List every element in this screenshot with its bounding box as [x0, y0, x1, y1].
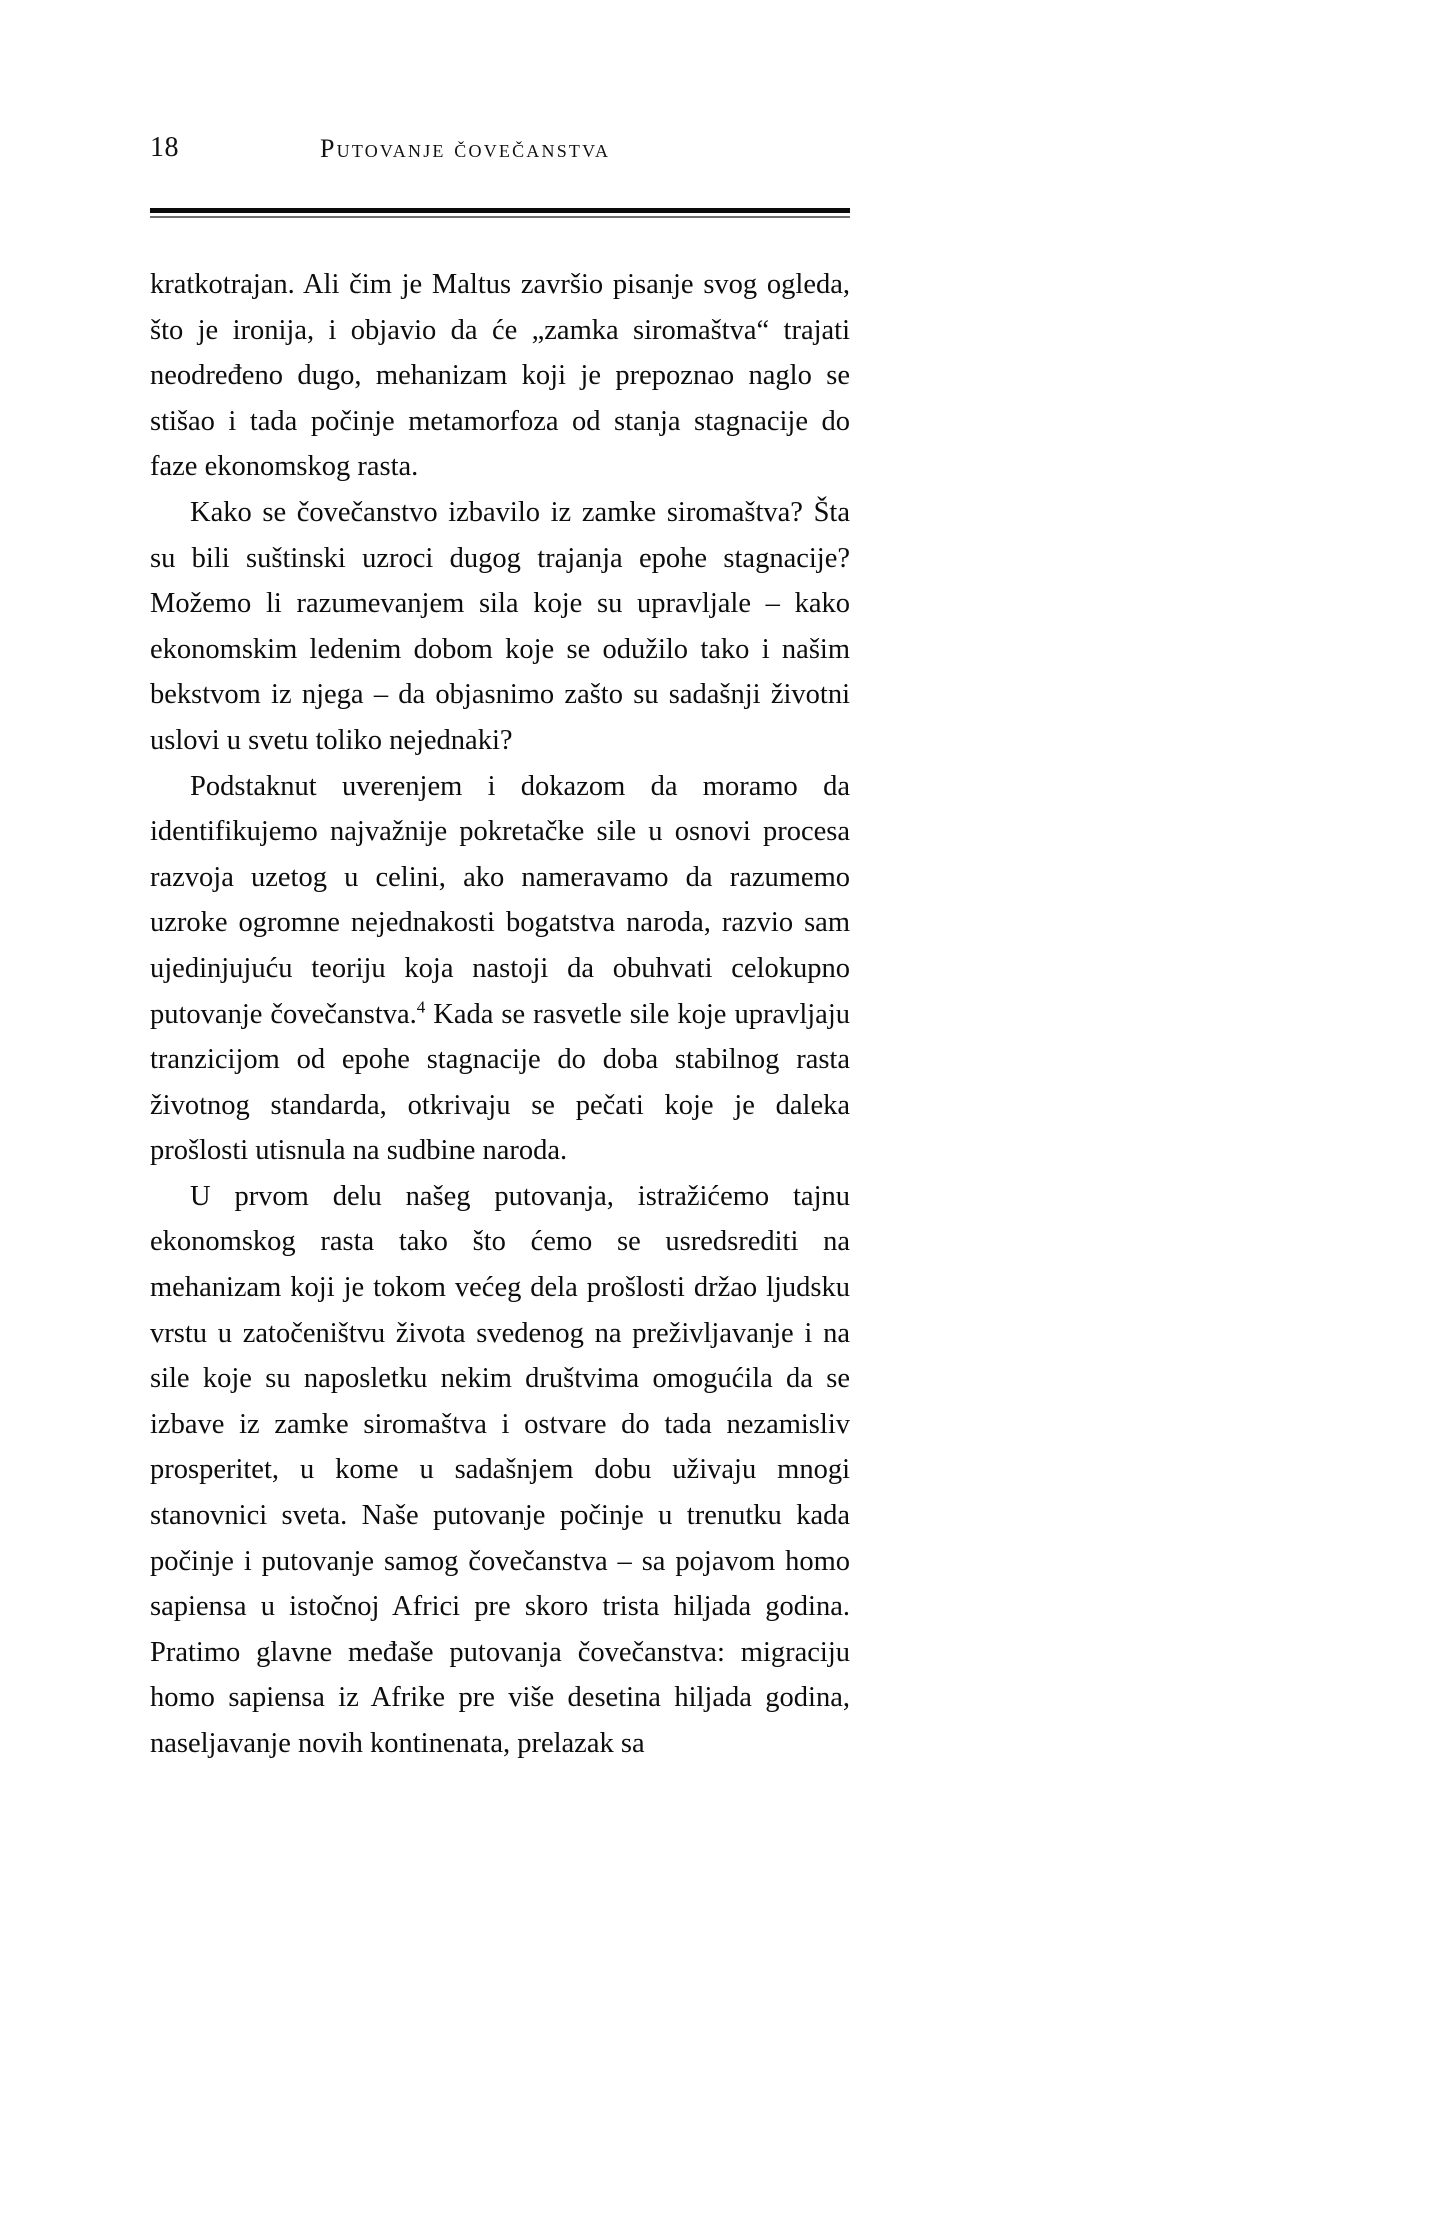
header-divider: [150, 208, 850, 218]
paragraph-2: Kako se čovečanstvo izbavilo iz zamke siromaštva? Šta su bili suštinski uzroci dugog trajanja epohe stagnacije? Možemo li razumevanjem sila koje su upravljale – kako ekonomskim ledenim dobom koje se odužilo tako i našim bekstvom iz njega – da objasnimo zašto su sadašnji životni uslovi u svetu toliko nejednaki?: [150, 496, 850, 756]
paragraph-3-text-before-footnote: Podstaknut uverenjem i dokazom da moramo da identifikujemo najvažnije pokretačke sile u osnovi procesa razvoja uzetog u celini, ako nameravamo da razumemo uzroke ogromne nejednakosti bogatstva naroda, razvio sam ujedinjujuću teoriju koja nastoji da obuhvati celokupno putovanje čovečanstva.: [150, 770, 850, 1030]
divider-thin-line: [150, 216, 850, 218]
running-head-title: Putovanje čovečanstva: [320, 134, 611, 163]
running-header: [150, 130, 850, 208]
footnote-marker[interactable]: 4: [416, 997, 426, 1016]
page-content-column: [150, 0, 850, 1759]
paragraph-4: U prvom delu našeg putovanja, istražićemo tajnu ekonomskog rasta tako što ćemo se usredsrediti na mehanizam koji je tokom većeg dela prošlosti držao ljudsku vrstu u zatočeništvu života svedenog na preživljavanje i na sile koje su naposletku nekim društvima omogućila da se izbave iz zamke siromaštva i ostvare do tada nezamisliv prosperitet, u kome u sadašnjem dobu uživaju mnogi stanovnici sveta. Naše putovanje počinje u trenutku kada počinje i putovanje samog čovečanstva – sa pojavom homo sapiensa u istočnoj Africi pre skoro trista hiljada godina. Pratimo glavne međaše putovanja čovečanstva: migraciju homo sapiensa iz Afrike pre više desetina hiljada godina, naseljavanje novih kontinenata, prelazak sa: [150, 1180, 850, 1759]
paragraph-3-text-after-footnote: Kada se rasvetle sile koje upravljaju tranzicijom od epohe stagnacije do doba stabilnog rasta životnog standarda, otkrivaju se pečati koje je daleka prošlosti utisnula na sudbine naroda.: [150, 998, 850, 1167]
page-number: 18: [150, 132, 179, 163]
body-text-block: [150, 262, 850, 1767]
paragraph-3: [150, 764, 850, 1174]
paragraph-1: kratkotrajan. Ali čim je Maltus završio pisanje svog ogleda, što je ironija, i objavio da će „zamka siromaštva“ trajati neodređeno dugo, mehanizam koji je prepoznao naglo se stišao i tada počinje metamorfoza od stanja stagnacije do faze ekonomskog rasta.: [150, 269, 850, 483]
